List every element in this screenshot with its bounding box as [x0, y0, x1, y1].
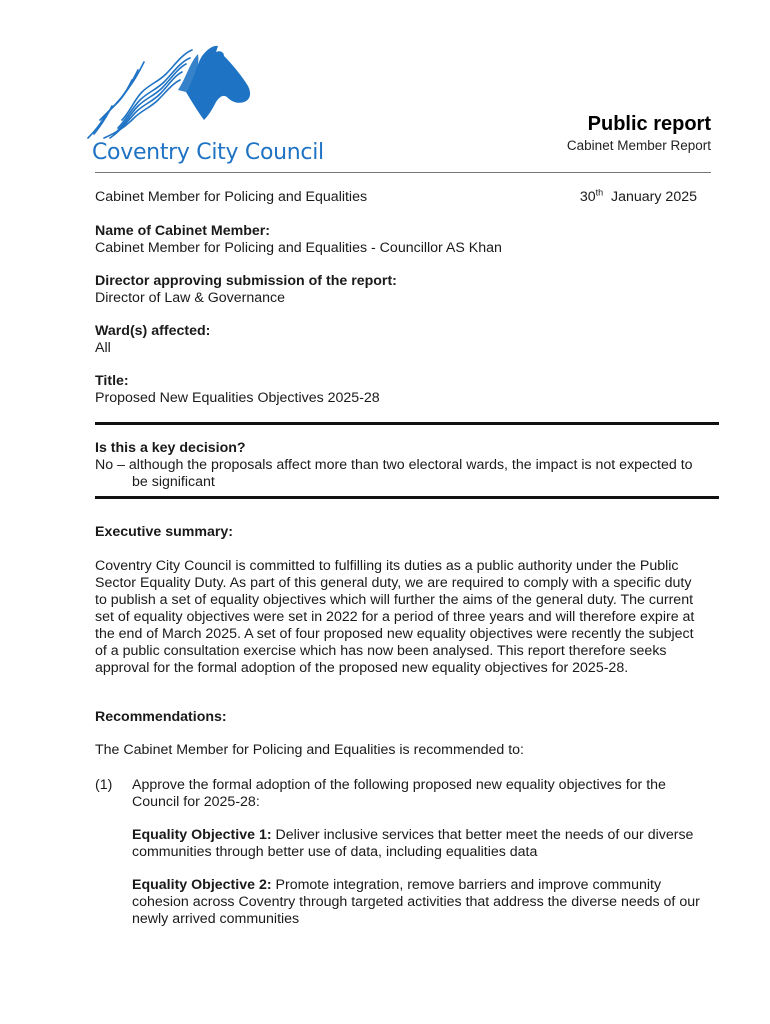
recommendations-intro: The Cabinet Member for Policing and Equalities is recommended to:: [95, 742, 524, 758]
section-divider-top: [95, 422, 719, 425]
title-value: Proposed New Equalities Objectives 2025-28: [95, 390, 380, 406]
objective-label: Equality Objective 2:: [132, 877, 272, 893]
title-label: Title:: [95, 373, 129, 389]
wards-section: [95, 323, 715, 357]
horse-head-icon: [82, 40, 262, 140]
cabinet-member-label: Name of Cabinet Member:: [95, 223, 271, 239]
header-divider: [95, 172, 711, 173]
objective-label: Equality Objective 1:: [132, 827, 272, 843]
cabinet-member-section: [95, 223, 715, 257]
equality-objective: [132, 827, 702, 861]
meeting-date: 30th January 2025: [579, 187, 697, 205]
summary-text: Coventry City Council is committed to fulfilling its duties as a public authority under the Public Sector Equality Duty. As part of this general duty, we are required to comply with a specific duty to publish a set of equality objectives which will further the aims of the general duty. The current set of equality objectives were set in 2022 for a period of three years and will therefore expire at the end of March 2025. A set of four proposed new equality objectives were recently the subject of a public consultation exercise which has now been analysed. This report therefore seeks approval for the formal adoption of the proposed new equality objectives for 2025-28.: [95, 558, 695, 676]
objective-text: Deliver inclusive services that better meet the needs of our diverse communities through better use of data, including equalities data: [132, 827, 694, 860]
summary-heading: Executive summary:: [95, 524, 234, 540]
recommendations-heading: Recommendations:: [95, 709, 227, 725]
section-divider-bottom: [95, 496, 719, 499]
objective-text: Promote integration, remove barriers and improve community cohesion across Coventry through targeted activities that address the diverse needs of our newly arrived communities: [132, 877, 700, 927]
key-decision-label: Is this a key decision?: [95, 440, 246, 456]
key-decision-section: [95, 440, 715, 491]
recommendation-text: Approve the formal adoption of the following proposed new equality objectives for the Council for 2025-28:: [132, 777, 666, 810]
director-section: [95, 273, 715, 307]
report-subtype: Cabinet Member Report: [566, 138, 711, 153]
report-type: Public report: [587, 113, 711, 135]
director-value: Director of Law & Governance: [95, 290, 286, 306]
wards-value: All: [95, 340, 111, 356]
council-name: Coventry City Council: [92, 140, 324, 165]
title-section: [95, 373, 715, 407]
recommendation-number: (1): [95, 777, 113, 793]
recommendation-item: [95, 777, 715, 811]
director-label: Director approving submission of the report:: [95, 273, 397, 289]
cabinet-member-value: Cabinet Member for Policing and Equalities - Councillor AS Khan: [95, 240, 502, 256]
meeting-line: [95, 189, 715, 206]
meeting-body: Cabinet Member for Policing and Equalities: [95, 189, 368, 205]
wards-label: Ward(s) affected:: [95, 323, 211, 339]
key-decision-value: No – although the proposals affect more than two electoral wards, the impact is not expected to be significant: [95, 457, 693, 490]
equality-objective: [132, 877, 702, 928]
